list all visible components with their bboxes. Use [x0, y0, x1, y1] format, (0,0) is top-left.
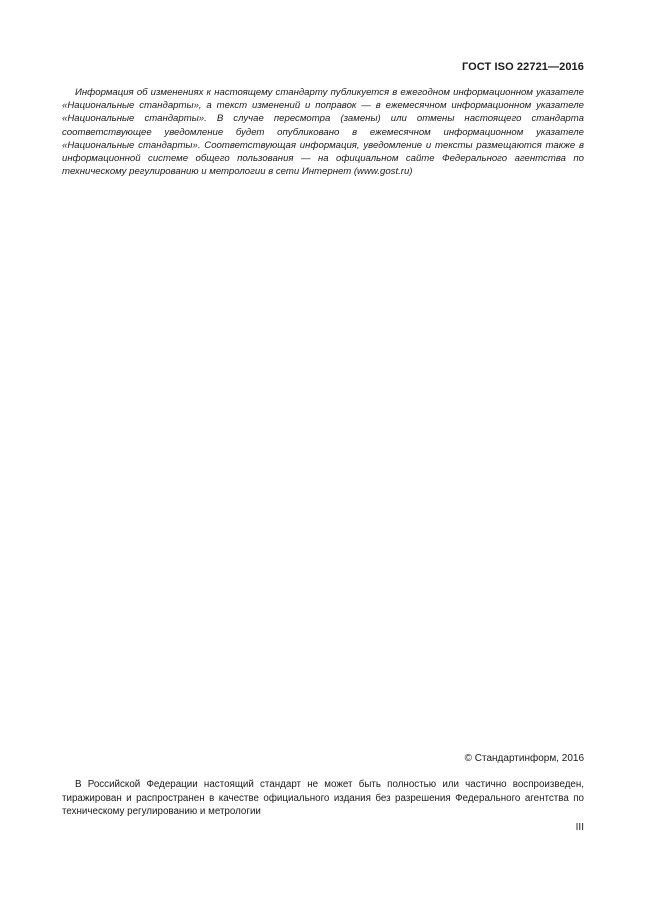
page-header-standard-code: ГОСТ ISO 22721—2016	[461, 61, 584, 73]
amendments-info-paragraph: Информация об изменениях к настоящему стандарту публикуется в ежегодном информационном указателе «Национальные стандарты», а текст изменений и поправок — в ежемесячном информационном указателе «Национальные стандарты». В случае пересмотра (замены) или отмены настоящего стандарта соответствующее уведомление будет опубликовано в ежемесячном информационном указателе «Национальные стандарты». Соответствующая информация, уведомление и тексты размещаются также в информационной системе общего пользования — на официальном сайте Федерального агентства по техническому регулированию и метрологии в сети Интернет (www.gost.ru)	[62, 87, 584, 178]
reproduction-restriction-paragraph: В Российской Федерации настоящий стандарт не может быть полностью или частично воспроизведен, тиражирован и распространен в качестве официального издания без разрешения Федерального агентства по техническому регулированию и метрологии	[62, 779, 584, 818]
copyright-line: © Стандартинформ, 2016	[464, 753, 584, 764]
page-number: III	[575, 822, 584, 833]
